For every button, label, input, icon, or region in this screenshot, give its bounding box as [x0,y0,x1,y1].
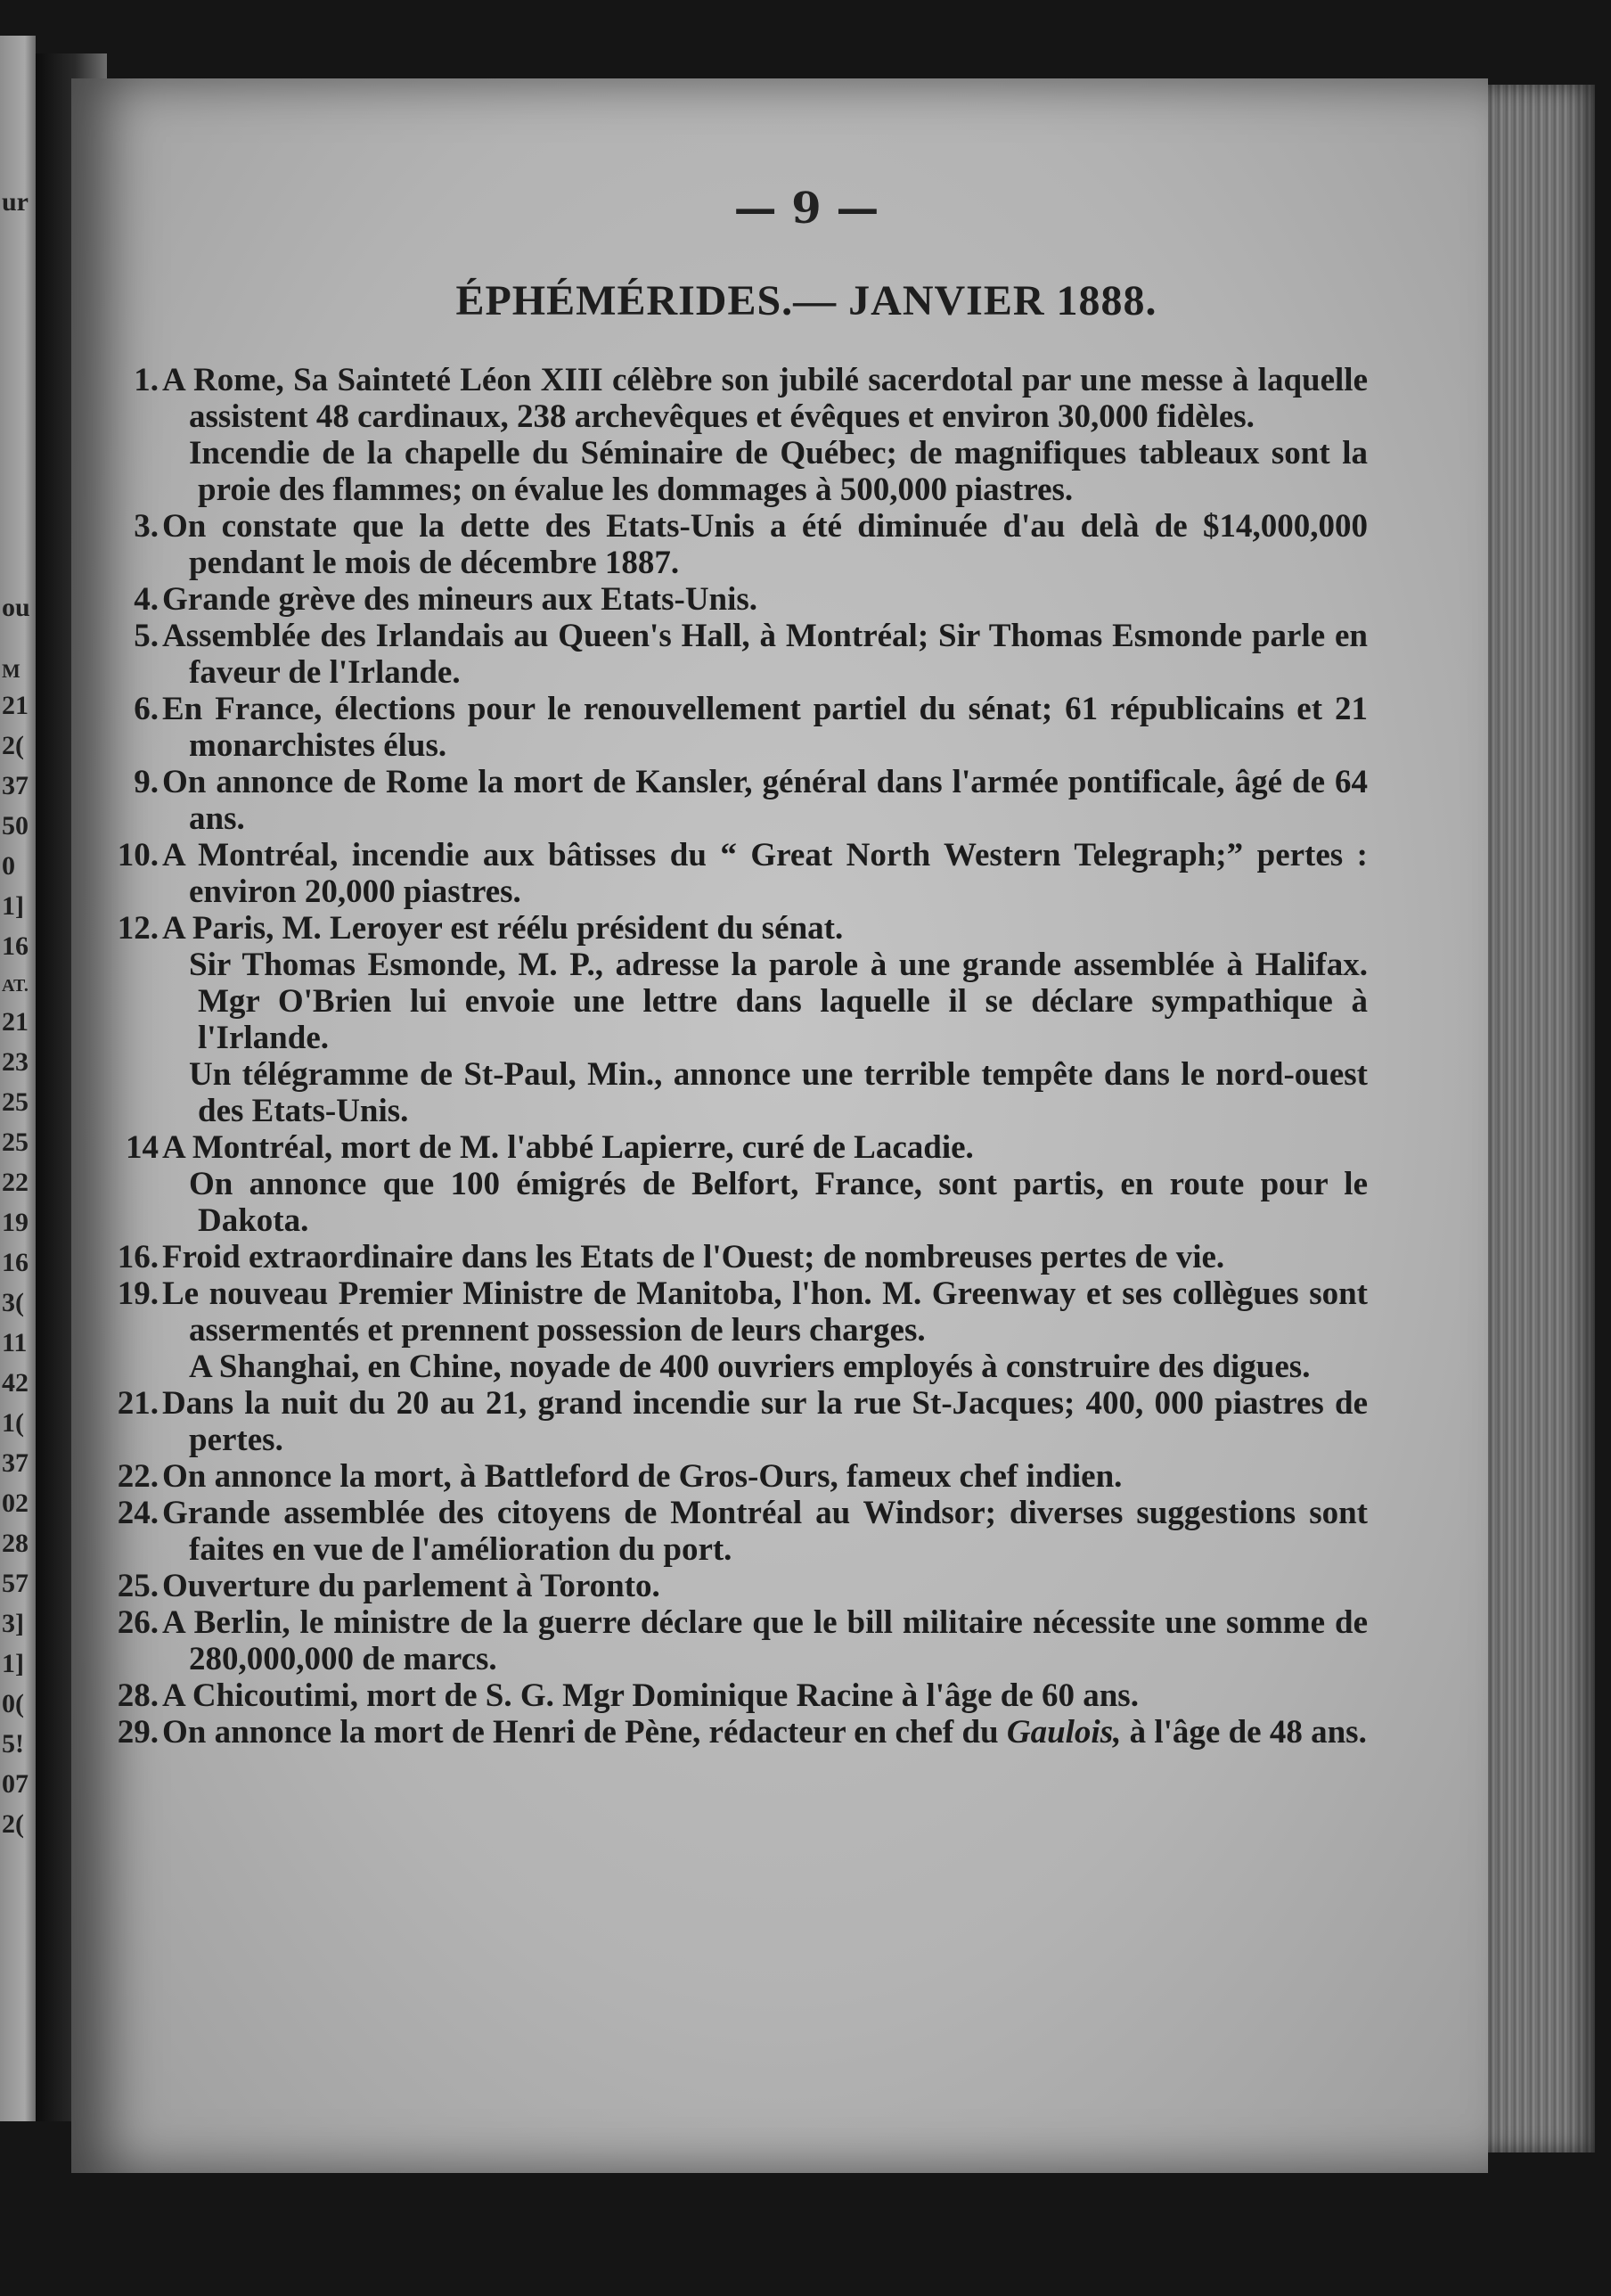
entry-date: 10. [117,837,159,873]
entry-text-main: On annonce la mort, à Battleford de Gros-Ours, fameux chef indien. [162,1458,1123,1495]
entry-text [162,764,1368,837]
entry-text-main: A Paris, M. Leroyer est réélu président du sénat. [162,910,844,947]
book-edge [1488,85,1595,2152]
list-item [107,691,1368,764]
entry-text-main: A Montréal, incendie aux bâtisses du “ Great North Western Telegraph;” pertes : environ 20,000 piastres. [162,837,1368,910]
left-fragment: 3] [2,1609,24,1638]
entry-text-main: A Berlin, le ministre de la guerre déclare que le bill militaire nécessite une somme de 280,000,000 de marcs. [162,1604,1368,1677]
left-fragment: 11 [2,1328,28,1357]
list-item [107,1495,1368,1568]
entry-text [162,362,1368,435]
entry-text-main: Assemblée des Irlandais au Queen's Hall, à Montréal; Sir Thomas Esmonde parle en faveur de l'Irlande. [162,618,1368,691]
entry-text-main: Un télégramme de St-Paul, Min., annonce une terrible tempête dans le nord-ouest des Etats-Unis. [189,1056,1368,1129]
entry-date: 14 [126,1129,159,1166]
entry-text [162,1677,1368,1714]
left-fragment: 07 [2,1769,29,1799]
left-fragment: 19 [2,1208,29,1237]
entry-text-main: A Chicoutimi, mort de S. G. Mgr Dominique Racine à l'âge de 60 ans. [162,1677,1139,1714]
list-item [107,1604,1368,1677]
entry-date: 16. [117,1239,159,1275]
entry-text-main: On constate que la dette des Etats-Unis a été diminuée d'au delà de $14,000,000 pendant le mois de décembre 1887. [162,508,1368,581]
left-fragment: M [2,660,20,682]
entry-text-main: En France, élections pour le renouvellement partiel du sénat; 61 républicains et 21 monarchistes élus. [162,691,1368,764]
entry-text-main: A Rome, Sa Sainteté Léon XIII célèbre son jubilé sacerdotal par une messe à laquelle assistent 48 cardinaux, 238 archevêques et évêques et environ 30,000 fidèles. [162,362,1368,435]
entry-text [162,1458,1368,1495]
left-fragment: 0( [2,1689,24,1718]
entry-text [171,1349,1368,1385]
newspaper-title: Gaulois, [1006,1714,1122,1751]
list-item [107,1056,1368,1129]
entry-date: 21. [117,1385,159,1422]
entry-date: 24. [117,1495,159,1531]
entry-date: 3. [134,508,159,545]
left-fragment: 21 [2,1007,29,1037]
entry-text [162,837,1368,910]
entry-text [171,435,1368,508]
left-fragment: ou [2,593,30,622]
entry-text [171,1166,1368,1239]
entry-date: 22. [117,1458,159,1495]
list-item [107,947,1368,1056]
left-fragment: 37 [2,1448,29,1478]
entry-text-main: On annonce de Rome la mort de Kansler, général dans l'armée pontificale, âgé de 64 ans. [162,764,1368,837]
left-fragment: 02 [2,1488,29,1518]
left-fragment: 23 [2,1047,29,1077]
entry-text [162,508,1368,581]
entry-date: 25. [117,1568,159,1604]
entry-text-main: Grande grève des mineurs aux Etats-Unis. [162,581,758,618]
left-fragment: 22 [2,1168,29,1197]
list-item [107,764,1368,837]
left-fragment: AT. [2,976,29,996]
left-fragment: 28 [2,1529,29,1558]
left-fragment: 1( [2,1408,24,1438]
list-item [107,1239,1368,1275]
entry-text-main: A Montréal, mort de M. l'abbé Lapierre, curé de Lacadie. [162,1129,974,1166]
entry-text [162,1495,1368,1568]
entry-date: 9. [134,764,159,800]
left-fragment: 25 [2,1087,29,1117]
left-fragment: 1] [2,1649,24,1678]
left-fragment: 16 [2,1248,29,1277]
entry-date: 6. [134,691,159,727]
page-title: ÉPHÉMÉRIDES.— JANVIER 1888. [455,277,1157,324]
left-fragment: 21 [2,691,29,720]
entry-text [171,947,1368,1056]
entry-text [162,910,1368,947]
list-item [107,1458,1368,1495]
left-fragment: 25 [2,1128,29,1157]
list-item [107,1677,1368,1714]
entry-date: 28. [117,1677,159,1714]
list-item [107,837,1368,910]
left-page-strip [0,36,36,2121]
entry-text [162,1714,1368,1751]
entry-date: 12. [117,910,159,947]
entry-text-main: Grande assemblée des citoyens de Montréal au Windsor; diverses suggestions sont faites en vue de l'amélioration du port. [162,1495,1368,1568]
entry-date: 29. [117,1714,159,1751]
left-fragment: 5! [2,1729,24,1759]
entry-date: 1. [134,362,159,398]
list-item [107,508,1368,581]
entry-text [162,1568,1368,1604]
ephemerides-list [107,362,1368,1751]
entry-text [162,691,1368,764]
list-item [107,1129,1368,1166]
entry-text [162,618,1368,691]
entry-text-main: Le nouveau Premier Ministre de Manitoba, l'hon. M. Greenway et ses collègues sont assermentés et prennent possession de leurs charges. [162,1275,1368,1349]
list-item [107,1275,1368,1349]
entry-text [162,1129,1368,1166]
entry-text-main: On annonce la mort de Henri de Pène, rédacteur en chef du [162,1714,999,1751]
list-item [107,618,1368,691]
entry-text [162,1239,1368,1275]
list-item [107,1714,1368,1751]
left-fragment: 0 [2,851,15,881]
left-fragment: 57 [2,1569,29,1598]
entry-text-main: Sir Thomas Esmonde, M. P., adresse la parole à une grande assemblée à Halifax. Mgr O'Brien lui envoie une lettre dans laquelle il se déclare sympathique à l'Irlande. [189,947,1368,1056]
entry-text-main: Froid extraordinaire dans les Etats de l'Ouest; de nombreuses pertes de vie. [162,1239,1225,1275]
left-fragment: 1] [2,891,24,921]
left-fragment: 2( [2,1809,24,1839]
list-item [107,362,1368,435]
entry-date: 19. [117,1275,159,1312]
list-item [107,1349,1368,1385]
entry-text [162,581,1368,618]
entry-text-main: Ouverture du parlement à Toronto. [162,1568,660,1604]
entry-text-main: Dans la nuit du 20 au 21, grand incendie sur la rue St-Jacques; 400, 000 piastres de pertes. [162,1385,1368,1458]
left-fragment: 37 [2,771,29,800]
entry-date: 26. [117,1604,159,1641]
list-item [107,1385,1368,1458]
left-fragment: ur [2,187,29,217]
page-number: — 9 — [733,184,879,234]
list-item [107,581,1368,618]
entry-text-continued: à l'âge de 48 ans. [1129,1714,1367,1751]
entry-text [162,1275,1368,1349]
entry-text-main: On annonce que 100 émigrés de Belfort, France, sont partis, en route pour le Dakota. [189,1166,1368,1239]
book-page [71,78,1488,2173]
left-fragment: 50 [2,811,29,840]
entry-text [162,1604,1368,1677]
entry-text [162,1385,1368,1458]
entry-date: 4. [134,581,159,618]
entry-text [171,1056,1368,1129]
left-fragment: 42 [2,1368,29,1398]
list-item [107,1568,1368,1604]
list-item [107,435,1368,508]
left-fragment: 16 [2,931,29,961]
list-item [107,1166,1368,1239]
left-fragment: 3( [2,1288,24,1317]
list-item [107,910,1368,947]
entry-text-main: Incendie de la chapelle du Séminaire de Québec; de magnifiques tableaux sont la proie des flammes; on évalue les dommages à 500,000 piastres. [189,435,1368,508]
entry-text-main: A Shanghai, en Chine, noyade de 400 ouvriers employés à construire des digues. [189,1349,1311,1385]
entry-date: 5. [134,618,159,654]
left-fragment: 2( [2,731,24,760]
